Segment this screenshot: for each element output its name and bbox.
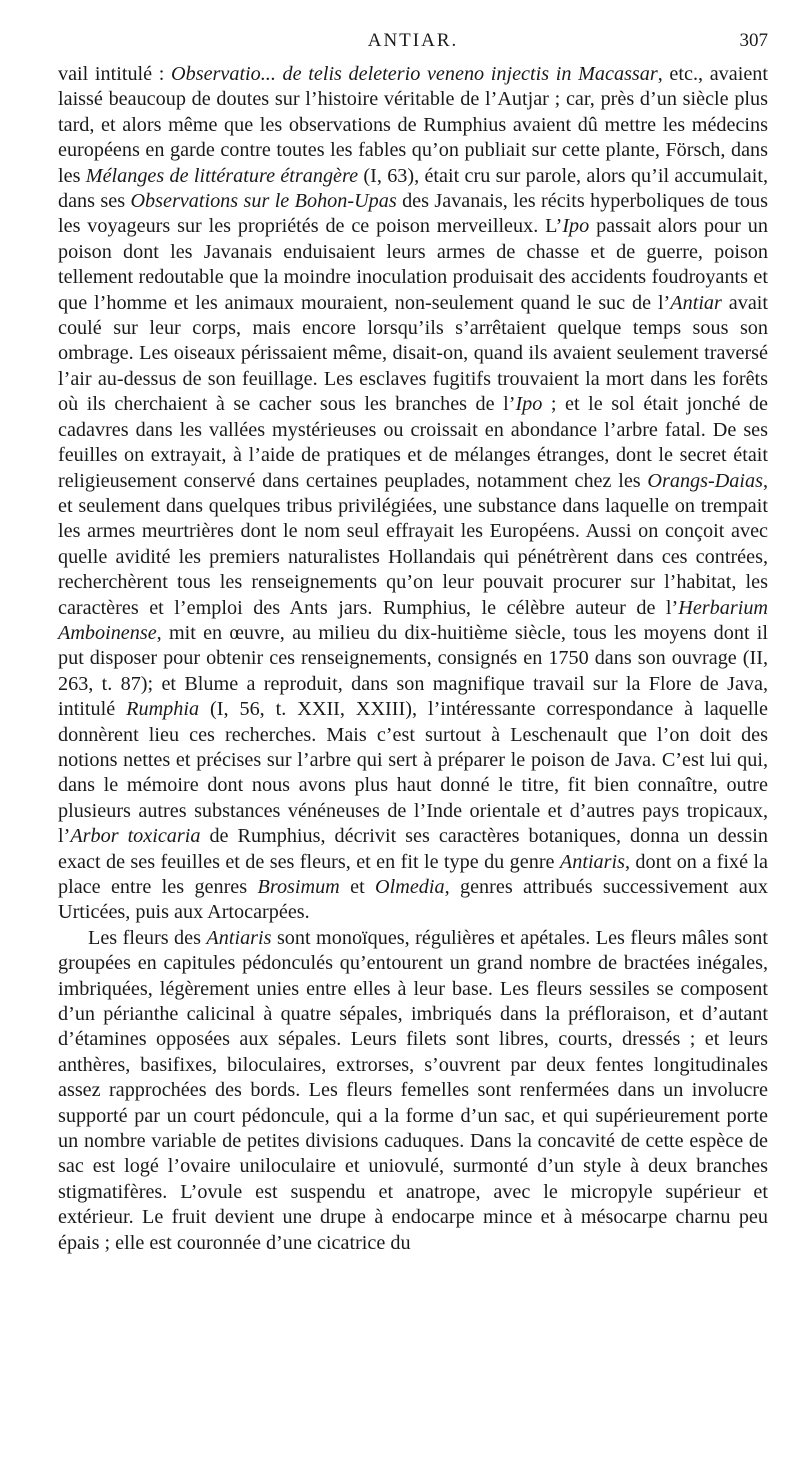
italic-text-span: Antiar: [670, 291, 722, 314]
running-head: ANTIAR.: [367, 30, 459, 51]
italic-text-span: Observations sur le Bohon-Upas: [130, 190, 397, 213]
body-text: [58, 62, 768, 1256]
page-number: 307: [739, 30, 768, 51]
text-span: , mit en œuvre, au milieu du dix-huitième siècle, tous les moyens dont il put disposer pour obtenir ces renseignements, consignés en 1750 dans son ouvrage (II, 263, t. 87); et Blume a reproduit, dans son magnifique travail sur la Flore de Java, intitulé: [58, 621, 768, 721]
italic-text-span: Antiaris: [206, 926, 272, 949]
paragraph: [58, 926, 768, 1256]
italic-text-span: Ipo: [562, 215, 590, 238]
text-span: de Rumphius, décrivit ses caractères botaniques, donna un dessin exact de ses feuilles et de ses fleurs, et en fit le type du genre: [58, 825, 768, 873]
italic-text-span: Brosimum: [257, 876, 340, 898]
italic-text-span: Mélanges de littérature étrangère: [85, 164, 359, 187]
page-header: [58, 30, 768, 60]
text-span: vail intitulé :: [58, 63, 172, 85]
italic-text-span: Arbor toxicaria: [70, 825, 201, 848]
text-span: des Javanais, les récits hyperboliques de tous les voyageurs sur les propriétés de ce poison merveilleux. L’: [58, 190, 768, 238]
text-span: avait coulé sur leur corps, mais encore lorsqu’ils s’arrêtaient quelque temps sous son ombrage. Les oiseaux périssaient même, disait-on, quand ils avaient seulement traversé l’air au-dessus de son feuillage. Les esclaves fugitifs trouvaient la mort dans les forêts où ils cherchaient à se cacher sous les branches de l’: [58, 291, 768, 416]
text-span: , genres attribués successivement aux Urticées, puis aux Artocarpées.: [58, 876, 768, 924]
italic-text-span: Rumphia: [126, 698, 200, 721]
text-span: (I, 63), était cru sur parole, alors qu’il accumulait, dans ses: [58, 164, 768, 213]
text-span: , dont on a fixé la place entre les genres: [58, 850, 768, 898]
text-span: sont monoïques, régulières et apétales. Les fleurs mâles sont groupées en capitules pédonculés qu’entourent un grand nombre de bractées inégales, imbriquées, légèrement unies entre elles à leur base. Les fleurs sessiles se composent d’un périanthe calicinal à quatre sépales, imbriqués dans la préfloraison, et d’autant d’étamines opposées aux sépales. Leurs filets sont libres, courts, dressés ; et leurs anthères, basifixes, biloculaires, extrorses, s’ouvrent par deux fentes longitudinales assez rapprochées des bords. Les fleurs femelles sont renfermées dans un involucre supporté par un court pédoncule, qui a la forme d’un sac, et qui supérieurement porte un nombre variable de petites divisions caduques. Dans la concavité de cette espèce de sac est logé l’ovaire uniloculaire et uniovulé, surmonté d’un style à deux branches stigmatifères. L’ovule est suspendu et anatrope, avec le micropyle supérieur et extérieur. Le fruit devient une drupe à endocarpe mince et à mésocarpe charnu peu épais ; elle est couronnée d’une cicatrice du: [58, 926, 769, 1254]
text-span: (I, 56, t. XXII, XXIII), l’intéressante correspondance à laquelle donnèrent lieu ces recherches. Mais c’est surtout à Leschenault que l’on doit des notions nettes et précises sur l’arbre qui sert à préparer le poison de Java. C’est lui qui, dans le mémoire dont nous avons plus haut donné le titre, fit bien connaître, outre plusieurs autres substances vénéneuses de l’Inde orientale et d’autres pays tropicaux, l’: [58, 698, 768, 848]
italic-text-span: Antiaris: [559, 850, 625, 873]
text-span: et: [339, 876, 376, 898]
text-span: passait alors pour un poison dont les Javanais enduisaient leurs armes de chasse et de guerre, poison tellement redoutable que la moindre inoculation produisait des accidents foudroyants et que l’homme et les animaux mouraient, non-seulement quand le suc de l’: [58, 215, 768, 314]
text-span: , et seulement dans quelques tribus privilégiées, une substance dans laquelle on trempait les armes meurtrières dont le nom seul effrayait les Européens. Aussi on conçoit avec quelle avidité les premiers naturalistes Hollandais qui pénétrèrent dans ces contrées, recherchèrent tous les renseignements qu’on leur pouvait procurer sur l’habitat, les caractères et l’emploi des Ants jars. Rumphius, le célèbre auteur de l’: [58, 469, 768, 619]
paragraph: [58, 62, 768, 926]
italic-text-span: Olmedia: [375, 876, 445, 898]
italic-text-span: Observatio... de telis deleterio veneno injectis in Macassar: [171, 63, 658, 85]
text-span: ; et le sol était jonché de cadavres dans les vallées mystérieuses ou croissait en abondance l’arbre fatal. De ses feuilles on extrayait, à l’aide de pratiques et de mélanges étranges, dont le secret était religieusement conservé dans certaines peuplades, notamment chez les: [58, 393, 768, 492]
text-span: Les fleurs des: [88, 926, 207, 949]
italic-text-span: Ipo: [515, 393, 543, 416]
italic-text-span: Herbarium Amboinense: [58, 596, 768, 644]
text-span: , etc., avaient laissé beaucoup de doutes sur l’histoire véritable de l’Autjar ; car, près d’un siècle plus tard, et alors même que les observations de Rumphius avaient dû mettre les médecins européens en garde contre toutes les fables qu’on publiait sur cette plante, Försch, dans les: [58, 63, 768, 187]
italic-text-span: Orangs-Daias: [647, 469, 763, 492]
